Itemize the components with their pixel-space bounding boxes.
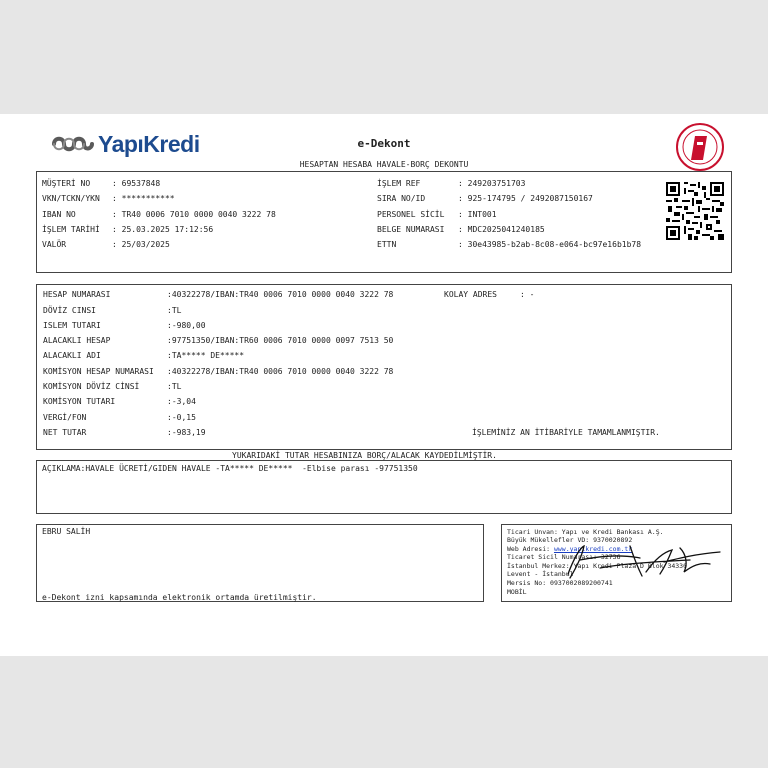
label-alacakli-adi: ALACAKLI ADI (43, 351, 101, 360)
value-kolay-adres: : - (520, 290, 535, 299)
label-alacakli-hesap: ALACAKLI HESAP (43, 336, 111, 345)
label-islem-ref: İŞLEM REF (377, 179, 421, 188)
label-sira-no: SIRA NO/ID (377, 194, 426, 203)
label-personel-sicil: PERSONEL SİCİL (377, 210, 445, 219)
description-text: AÇIKLAMA:HAVALE ÜCRETİ/GIDEN HAVALE -TA***** DE***** -Elbise parası -97751350 (42, 464, 418, 473)
bank-web-link[interactable]: www.yapikredi.com.tr (553, 545, 633, 553)
value-net-tutar: :-983,19 (167, 428, 206, 437)
channel-label: MOBİL (507, 588, 527, 596)
web-label: Web Adresi: (507, 545, 554, 553)
value-islem-tarihi: : 25.03.2025 17:12:56 (112, 225, 214, 234)
value-musteri-no: : 69537848 (112, 179, 161, 188)
label-doviz-cinsi: DÖVİZ CINSI (43, 306, 96, 315)
value-valor: : 25/03/2025 (112, 240, 170, 249)
value-vergi-fon: :-0,15 (167, 413, 196, 422)
value-komisyon-hesap: :40322278/IBAN:TR40 0006 7010 0000 0040 3222 78 (167, 367, 394, 376)
value-sira-no: : 925-174795 / 2492087150167 (458, 194, 593, 203)
value-doviz-cinsi: :TL (167, 306, 182, 315)
label-iban: IBAN NO (42, 210, 76, 219)
value-hesap-numarasi: :40322278/IBAN:TR40 0006 7010 0000 0040 3222 78 (167, 290, 394, 299)
footer-note: e-Dekont izni kapsamında elektronik ortamda üretilmiştir. (42, 593, 317, 602)
label-vergi-fon: VERGİ/FON (43, 413, 87, 422)
value-islem-tutari: :-980,00 (167, 321, 206, 330)
label-komisyon-doviz: KOMİSYON DÖVİZ CİNSİ (43, 382, 140, 391)
value-belge-numarasi: : MDC2025041240185 (458, 225, 545, 234)
document-title: e-Dekont (357, 137, 411, 150)
value-iban: : TR40 0006 7010 0000 0040 3222 78 (112, 210, 276, 219)
value-alacakli-hesap: :97751350/IBAN:TR60 0006 7010 0000 0097 7513 50 (167, 336, 394, 345)
value-ettn: : 30e43985-b2ab-8c08-e064-bc97e16b1b78 (458, 240, 642, 249)
value-vkn: : *********** (112, 194, 175, 203)
label-islem-tutari: ISLEM TUTARI (43, 321, 101, 330)
customer-name: EBRU SALİH (42, 527, 91, 536)
label-kolay-adres: KOLAY ADRES (444, 290, 497, 299)
label-islem-tarihi: İŞLEM TARİHİ (42, 225, 100, 234)
label-komisyon-hesap: KOMİSYON HESAP NUMARASI (43, 367, 154, 376)
label-belge-numarasi: BELGE NUMARASI (377, 225, 445, 234)
label-vkn: VKN/TCKN/YKN (42, 194, 100, 203)
document-subtitle: HESAPTAN HESABA HAVALE-BORÇ DEKONTU (299, 160, 469, 169)
value-personel-sicil: : INT001 (458, 210, 497, 219)
label-musteri-no: MÜŞTERİ NO (42, 179, 91, 188)
bank-address-1: İstanbul Merkez: Yapı Kredi Plaza D Blok 34330 (507, 562, 688, 570)
customer-box (36, 524, 484, 602)
notice-text: YUKARIDAKİ TUTAR HESABINIZA BORÇ/ALACAK KAYDEDİLMİŞTİR. (232, 451, 497, 460)
qr-code-icon[interactable] (666, 182, 724, 240)
bank-registry: Ticaret Sicil Numarası: 32736 (507, 553, 621, 561)
value-islem-ref: : 249203751703 (458, 179, 526, 188)
bank-mersis: Mersis No: 0937002089200741 (507, 579, 613, 587)
bank-trade-name: Ticari Unvan: Yapı ve Kredi Bankası A.Ş. (507, 528, 664, 536)
label-ettn: ETTN (377, 240, 397, 249)
bank-tax-office: Büyük Mükellefler VD: 9370020892 (507, 536, 633, 544)
status-message: İŞLEMİNİZ AN İTİBARİYLE TAMAMLANMIŞTIR. (472, 428, 660, 437)
receipt-page (0, 114, 768, 656)
value-komisyon-tutari: :-3,04 (167, 397, 196, 406)
brand-name: YapıKredi (98, 130, 200, 157)
label-valor: VALÖR (42, 240, 67, 249)
label-hesap-numarasi: HESAP NUMARASI (43, 290, 111, 299)
label-komisyon-tutari: KOMİSYON TUTARI (43, 397, 116, 406)
label-net-tutar: NET TUTAR (43, 428, 87, 437)
value-alacakli-adi: :TA***** DE***** (167, 351, 245, 360)
signature-icon (560, 538, 732, 584)
value-komisyon-doviz: :TL (167, 382, 182, 391)
bank-address-2: Levent - İstanbul (507, 570, 574, 578)
